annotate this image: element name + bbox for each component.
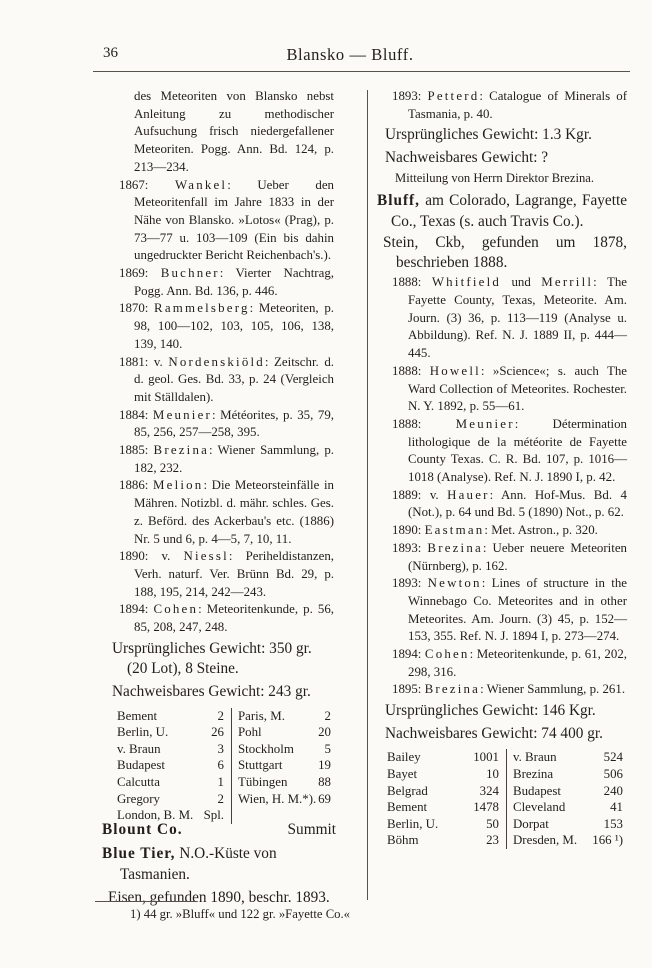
column-divider — [367, 90, 368, 900]
find-description-line: Stein, Ckb, gefunden um 1878, beschrieben 1888. — [383, 233, 627, 272]
table-row — [387, 783, 625, 800]
entry-year: 1888: — [392, 363, 430, 378]
weight-distribution-table — [117, 708, 333, 824]
collection-weight: 10 — [486, 766, 499, 781]
entry-year: 1893: — [392, 540, 428, 555]
entry-author-prefix: v. — [429, 487, 448, 502]
collection-name: Gregory — [117, 791, 160, 806]
entry-text: : Meteoritenkunde, p. 56, 85, 208, 247, 248. — [134, 602, 334, 635]
collection-name: Pohl — [238, 725, 262, 740]
entry-text: : Ueber den Meteoritenfall im Jahre 1833 in der Nähe von Blansko. »Lotos« (Prag), p. 73—77 u. 103—109 (Ein bis dahin ungedruckter Bericht Reichenbach's.). — [134, 177, 334, 263]
entry-author: Cohen — [153, 602, 199, 617]
entry-text: : Meteoriten, p. 98, 100—102, 103, 105, 106, 138, 139, 140. — [134, 301, 334, 351]
entry-year: 1888: — [392, 416, 456, 431]
entry-author-prefix: v. — [161, 549, 184, 564]
table-cell-right — [231, 774, 333, 791]
entry-year: 1895: — [392, 682, 425, 697]
collection-name: Berlin, U. — [387, 816, 439, 831]
collection-weight: 6 — [217, 758, 224, 773]
collection-weight: 524 — [603, 750, 623, 765]
table-row — [387, 749, 625, 766]
collection-name: Bailey — [387, 750, 421, 765]
original-weight-line: Ursprüngliches Gewicht: 350 gr. (20 Lot), 8 Steine. — [112, 639, 312, 678]
entry-author: Meunier — [455, 416, 515, 431]
find-description-line: Eisen, gefunden 1890, beschr. 1893. — [108, 888, 330, 906]
entry-text: : Ann. Hof-Mus. Bd. 4 (Not.), p. 64 und Bd. 5 (1890) Not., p. 62. — [408, 487, 627, 520]
collection-weight: 88 — [318, 774, 331, 789]
locality-heading-bluff — [377, 191, 627, 233]
collection-name: Bayet — [387, 766, 418, 781]
locality-note: Summit — [287, 821, 336, 838]
weight-distribution-table — [387, 749, 625, 849]
entry-text: : Periheldistanzen, Verh. naturf. Ver. Brünn Bd. 29, p. 188, 195, 214, 242—243. — [134, 549, 334, 599]
entry-text: : »Science«; s. auch The Ward Collection of Meteorites. Rochester. N. Y. 1892, p. 55—61. — [408, 363, 627, 414]
collection-weight: 5 — [324, 741, 331, 756]
collection-weight: 3 — [217, 741, 224, 756]
table-row — [387, 816, 625, 833]
collection-weight: 1478 — [473, 800, 499, 815]
collection-weight: 240 — [603, 783, 623, 798]
collection-weight: 23 — [486, 833, 499, 848]
table-cell-left — [387, 816, 506, 833]
locality-heading-blount — [102, 821, 336, 839]
collection-weight: 1 — [217, 774, 224, 789]
table-cell-left — [387, 783, 506, 800]
table-cell-left — [117, 757, 231, 774]
entry-author: Brezina — [427, 540, 483, 555]
collection-name: Bement — [387, 800, 428, 815]
entry-author: Cohen — [424, 647, 470, 662]
table-cell-right — [231, 757, 333, 774]
entry-year: 1889: — [392, 487, 430, 502]
table-cell-left — [117, 741, 231, 758]
collection-name: Tübingen — [238, 774, 288, 789]
table-row — [387, 832, 625, 849]
entry-author: Buchner — [160, 266, 220, 281]
entry-author: Brezina — [424, 682, 481, 697]
collection-weight: 26 — [211, 725, 224, 740]
entry-author: Newton — [427, 576, 482, 591]
table-cell-left — [387, 832, 506, 849]
table-row — [117, 774, 333, 791]
collection-name: v. Braun — [117, 741, 161, 756]
collection-name: Bement — [117, 708, 158, 723]
locality-heading-blue-tier — [102, 844, 336, 886]
collection-name: v. Braun — [513, 750, 557, 765]
bib-entry — [392, 646, 627, 681]
table-cell-left — [387, 799, 506, 816]
entry-year: 1894: — [119, 602, 154, 617]
collection-weight: 69 — [318, 791, 331, 806]
bib-entry — [392, 522, 627, 540]
page-number: 36 — [103, 45, 118, 61]
table-cell-right — [506, 766, 625, 783]
entry-year: 1894: — [392, 647, 425, 662]
collection-name: Wien, H. M.*). — [238, 791, 317, 806]
collection-name: Budapest — [117, 758, 165, 773]
collection-weight: 2 — [217, 791, 224, 806]
bib-entry — [119, 442, 334, 477]
table-cell-right — [231, 791, 333, 808]
table-cell-left — [117, 708, 231, 725]
bib-entry — [119, 601, 334, 636]
entry-author: Whitfield — [431, 275, 502, 290]
entry-author: Eastman — [424, 523, 485, 538]
table-cell-right — [506, 749, 625, 766]
table-row — [387, 799, 625, 816]
table-cell-right — [506, 799, 625, 816]
original-weight-line: Ursprüngliches Gewicht: 1.3 Kgr. — [385, 126, 592, 144]
collection-weight: 166 ¹) — [592, 833, 623, 848]
collection-weight: 2 — [217, 708, 224, 723]
table-row — [387, 766, 625, 783]
entry-year: 1888: — [392, 275, 432, 290]
bib-entry — [119, 354, 334, 407]
collection-name: Belgrad — [387, 783, 428, 798]
table-row — [117, 741, 333, 758]
bib-entry — [392, 575, 627, 646]
table-cell-left — [117, 724, 231, 741]
entry-text: : Wiener Sammlung, p. 261. — [480, 682, 626, 697]
table-row — [117, 791, 333, 808]
collection-name: Dresden, M. — [513, 833, 578, 848]
entry-author: Brezina — [153, 443, 210, 458]
bib-entry — [119, 477, 334, 548]
entry-year: 1870: — [119, 301, 155, 316]
table-cell-right — [506, 816, 625, 833]
collection-name: Calcutta — [117, 774, 160, 789]
entry-author2: Merrill — [541, 275, 594, 290]
table-row — [117, 724, 333, 741]
collection-weight: 153 — [603, 816, 623, 831]
verifiable-weight-line: Nachweisbares Gewicht: 243 gr. — [112, 682, 311, 700]
collection-weight: 20 — [318, 725, 331, 740]
footnote-rule — [95, 901, 196, 902]
left-column — [102, 88, 334, 824]
entry-author: Nordenskiöld — [168, 354, 265, 369]
entry-text: : Météorites, p. 35, 79, 85, 256, 257—258, 395. — [134, 407, 335, 440]
locality-description: N.O.-Küste von Tasmanien. — [120, 845, 277, 883]
bib-entry — [119, 177, 334, 266]
entry-author: Howell — [429, 363, 481, 378]
entry-text: : Meteoritenkunde, p. 61, 202, 298, 316. — [408, 647, 627, 679]
bib-entry — [119, 265, 334, 300]
entry-author: Meunier — [152, 407, 212, 422]
locality-name: Blount Co. — [102, 821, 183, 838]
entry-text: : Catalogue of Minerals of Tasmania, p. 40. — [408, 89, 627, 121]
collection-weight: 50 — [486, 816, 499, 831]
entry-author-prefix: v. — [153, 354, 169, 369]
entry-year: 1885: — [119, 443, 154, 458]
entry-year: 1890: — [392, 523, 425, 538]
bib-entry — [119, 300, 334, 353]
entry-year: 1869: — [119, 266, 161, 281]
table-cell-left — [387, 749, 506, 766]
collection-name: Paris, M. — [238, 708, 285, 723]
bib-entry — [392, 540, 627, 575]
bib-entry — [392, 363, 627, 416]
collection-name: Stockholm — [238, 741, 294, 756]
bib-entry — [119, 407, 334, 442]
locality-name: Blue Tier, — [102, 845, 176, 862]
right-column — [377, 88, 627, 849]
table-row — [117, 757, 333, 774]
bib-entry — [392, 416, 627, 487]
collection-name: London, B. M. — [117, 808, 194, 823]
table-cell-right — [231, 741, 333, 758]
table-row — [117, 708, 333, 725]
entry-author: Petterd — [427, 89, 480, 103]
verifiable-weight-line: Nachweisbares Gewicht: 74 400 gr. — [385, 724, 603, 742]
entry-author: Hauer — [447, 487, 490, 502]
bib-entry — [392, 681, 627, 699]
locality-name: Bluff, — [377, 192, 420, 210]
table-cell-right — [506, 783, 625, 800]
collection-weight: 41 — [610, 800, 623, 815]
table-cell-right — [231, 708, 333, 725]
collection-name: Budapest — [513, 783, 561, 798]
collection-weight: Spl. — [203, 808, 224, 823]
collection-weight: 1001 — [473, 750, 499, 765]
entry-text: : Die Meteorsteinfälle in Mähren. Notizbl. d. mähr. schles. Ges. z. Beförd. des Ackerbau's etc. (1886) Nr. 5 und 6, p. 4—5, 7, 10, 11. — [134, 478, 335, 546]
entry-year: 1881: — [119, 354, 154, 369]
entry-author: Wankel — [174, 177, 228, 192]
footnote: 1) 44 gr. »Bluff« und 122 gr. »Fayette Co.« — [130, 907, 351, 921]
entry-text: : Zeitschr. d. d. geol. Ges. Bd. 33, p. 24 (Vergleich mit Ställdalen). — [134, 354, 334, 404]
entry-author-connector: und — [501, 275, 542, 290]
entry-text: : Ueber neuere Meteoriten (Nürnberg), p. 162. — [408, 540, 627, 573]
table-cell-left — [387, 766, 506, 783]
entry-author: Niessl — [183, 549, 229, 564]
intro-paragraph: des Meteoriten von Blansko nebst Anleitung zu methodischer Aufsuchung frisch niedergefallener Meteoriten. Pogg. Ann. Bd. 124, p. 213—234. — [134, 89, 334, 174]
collection-name: Dorpat — [513, 816, 549, 831]
entry-year: 1867: — [119, 177, 175, 192]
header-rule — [93, 71, 630, 72]
entry-text: : Lines of structure in the Winnebago Co. Meteorites and in other Meteorites. Am. Journ. (3) 45, p. 152—153, 355. Ref. N. J. 1894 I, p. 273—274. — [408, 576, 627, 644]
entry-year: 1884: — [119, 407, 153, 422]
bib-entry — [392, 487, 627, 522]
collection-weight: 506 — [603, 766, 623, 781]
entry-author: Melion — [153, 478, 204, 493]
collection-name: Stuttgart — [238, 758, 283, 773]
collection-name: Brezina — [513, 766, 554, 781]
bib-entry — [392, 274, 627, 363]
verifiable-weight-line: Nachweisbares Gewicht: ? — [385, 149, 549, 166]
collection-name: Böhm — [387, 833, 419, 848]
entry-year: 1893: — [392, 576, 428, 591]
entry-author: Rammelsberg — [154, 301, 250, 316]
bib-entry — [392, 88, 627, 123]
source-note: Mitteilung von Herrn Direktor Brezina. — [395, 170, 594, 185]
table-cell-left — [117, 791, 231, 808]
table-cell-right — [231, 724, 333, 741]
bib-entry — [119, 548, 334, 601]
original-weight-line: Ursprüngliches Gewicht: 146 Kgr. — [385, 702, 596, 720]
entry-text: : Wiener Sammlung, p. 182, 232. — [134, 443, 334, 475]
entry-year: 1886: — [119, 478, 153, 493]
collection-name: Cleveland — [513, 800, 566, 815]
locality-description: am Colorado, Lagrange, Fayette Co., Texas (s. auch Travis Co.). — [391, 192, 627, 230]
entry-text: : Détermination lithologique de la météorite de Fayette County Texas. C. R. Bd. 107, p. 1016—1018 (Analyse). Ref. N. J. 1890 I, p. 42. — [408, 416, 627, 485]
entry-text: : Vierter Nachtrag, Pogg. Ann. Bd. 136, p. 446. — [134, 266, 334, 298]
page-title: Blansko — Bluff. — [286, 45, 414, 64]
entry-text: : Met. Astron., p. 320. — [484, 523, 598, 538]
table-cell-right — [506, 832, 625, 849]
collection-weight: 19 — [318, 758, 331, 773]
left-column-bottom — [102, 820, 336, 908]
table-cell-left — [117, 774, 231, 791]
entry-text: : The Fayette County, Texas, Meteorite. Am. Journ. (3) 36, p. 113—119 (Analyse u. Abbildung). Ref. N. J. 1889 II, p. 444—445. — [408, 275, 627, 361]
entry-year: 1890: — [119, 549, 162, 564]
collection-weight: 324 — [479, 783, 499, 798]
collection-weight: 2 — [324, 708, 331, 723]
entry-year: 1893: — [392, 89, 428, 103]
collection-name: Berlin, U. — [117, 725, 169, 740]
